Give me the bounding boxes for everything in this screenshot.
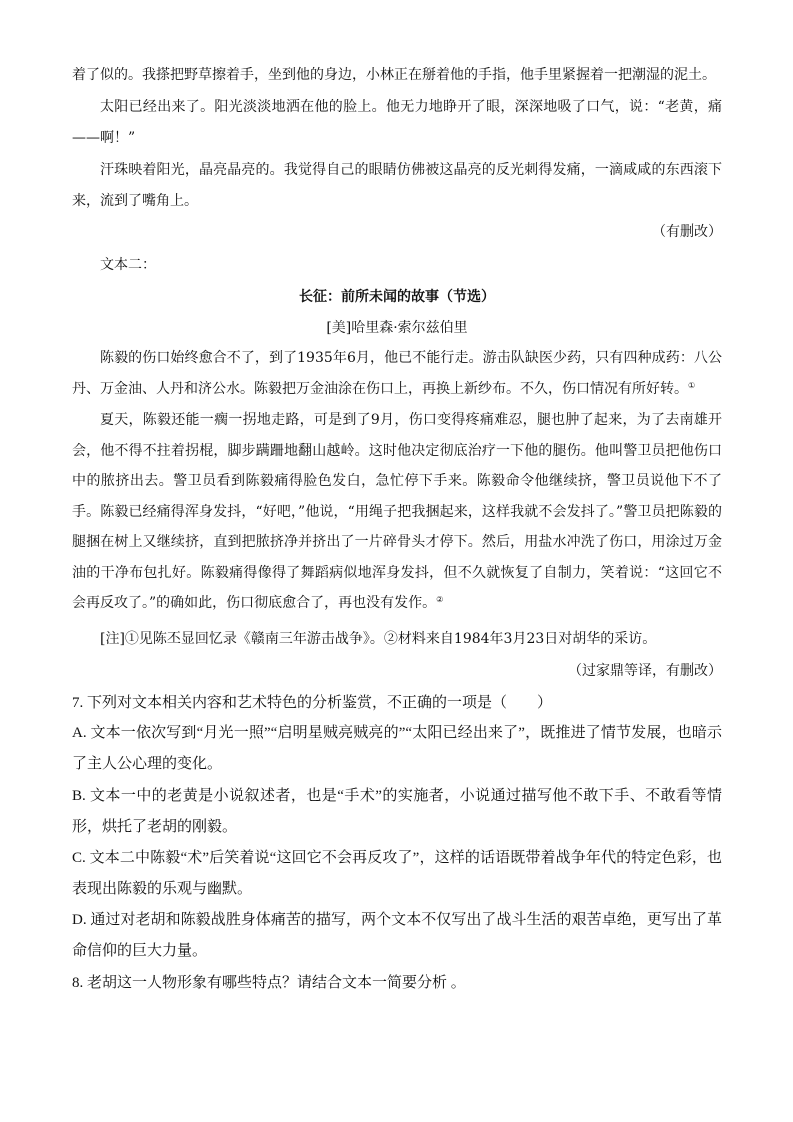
question-7-option-d: D. 通过对老胡和陈毅战胜身体痛苦的描写，两个文本不仅写出了战斗生活的艰苦卓绝，更写出了革命信仰的巨大力量。 (72, 912, 722, 959)
text2-paragraph-2 (72, 405, 722, 619)
text2-notes: [注]①见陈丕显回忆录《赣南三年游击战争》。②材料来自1984年3月23日对胡华的采访。 (100, 631, 657, 647)
question-7-option-c: C. 文本二中陈毅“术”后笑着说“这回它不会再反攻了”，这样的话语既带着战争年代的特定色彩，也表现出陈毅的乐观与幽默。 (72, 850, 722, 897)
text2-label: 文本二： (100, 257, 156, 273)
text1-paragraph-2: 太阳已经出来了。阳光淡淡地洒在他的脸上。他无力地睁开了眼，深深地吸了口气，说：“老黄，痛——啊！” (72, 99, 722, 146)
text2-paragraph-1-text: 陈毅的伤口始终愈合不了，到了1935年6月，他已不能行走。游击队缺医少药，只有四种成药：八公丹、万金油、人丹和济公水。陈毅把万金油涂在伤口上，再换上新纱布。不久，伤口情况有所好转。 (72, 350, 722, 397)
question-7: 7. 下列对文本相关内容和艺术特色的分析鉴赏，不正确的一项是（ ） (72, 695, 553, 711)
text2-paragraph-2-text: 夏天，陈毅还能一瘸一拐地走路，可是到了9月，伤口变得疼痛难忍，腿也肿了起来，为了去南雄开会，他不得不拄着拐棍，脚步蹒跚地翻山越岭。这时他决定彻底治疗一下他的腿伤。他叫警卫员把他伤口中的脓挤出去。警卫员看到陈毅痛得脸色发白，急忙停下手来。陈毅命令他继续挤，警卫员说他下不了手。陈毅已经痛得浑身发抖，“好吧，”他说，“用绳子把我捆起来，这样我就不会发抖了。”警卫员把陈毅的腿捆在树上又继续挤，直到把脓挤净并挤出了一片碎骨头才停下。然后，用盐水冲洗了伤口，用涂过万金油的干净布包扎好。陈毅痛得像得了舞蹈病似地浑身发抖，但不久就恢复了自制力，笑着说：“这回它不会再反攻了。”的确如此，伤口彻底愈合了，再也没有发作。 (72, 412, 722, 611)
footnote-marker-1: ① (688, 380, 696, 390)
text2-author: [美]哈里森·索尔兹伯里 (326, 320, 468, 336)
text2-source: （过家鼎等译，有删改） (568, 663, 722, 679)
text1-paragraph-3: 汗珠映着阳光，晶亮晶亮的。我觉得自己的眼睛仿佛被这晶亮的反光刺得发痛，一滴咸咸的东西滚下来，流到了嘴角上。 (72, 162, 722, 209)
text1-source: （有删改） (652, 224, 722, 240)
text2-paragraph-1 (72, 343, 722, 404)
question-7-option-a: A. 文本一依次写到“月光一照”“启明星贼亮贼亮的”“太阳已经出来了”，既推进了情节发展，也暗示了主人公心理的变化。 (72, 725, 722, 772)
question-8: 8. 老胡这一人物形象有哪些特点？请结合文本一简要分析 。 (72, 975, 466, 991)
text1-paragraph-1: 着了似的。我搽把野草擦着手，坐到他的身边，小林正在掰着他的手指，他手里紧握着一把潮湿的泥土。 (72, 67, 716, 83)
question-7-option-b: B. 文本一中的老黄是小说叙述者，也是“手术”的实施者，小说通过描写他不敢下手、不敢看等情形，烘托了老胡的刚毅。 (72, 788, 722, 835)
footnote-marker-2: ② (436, 595, 444, 604)
text2-title: 长征：前所未闻的故事（节选） (299, 289, 495, 305)
